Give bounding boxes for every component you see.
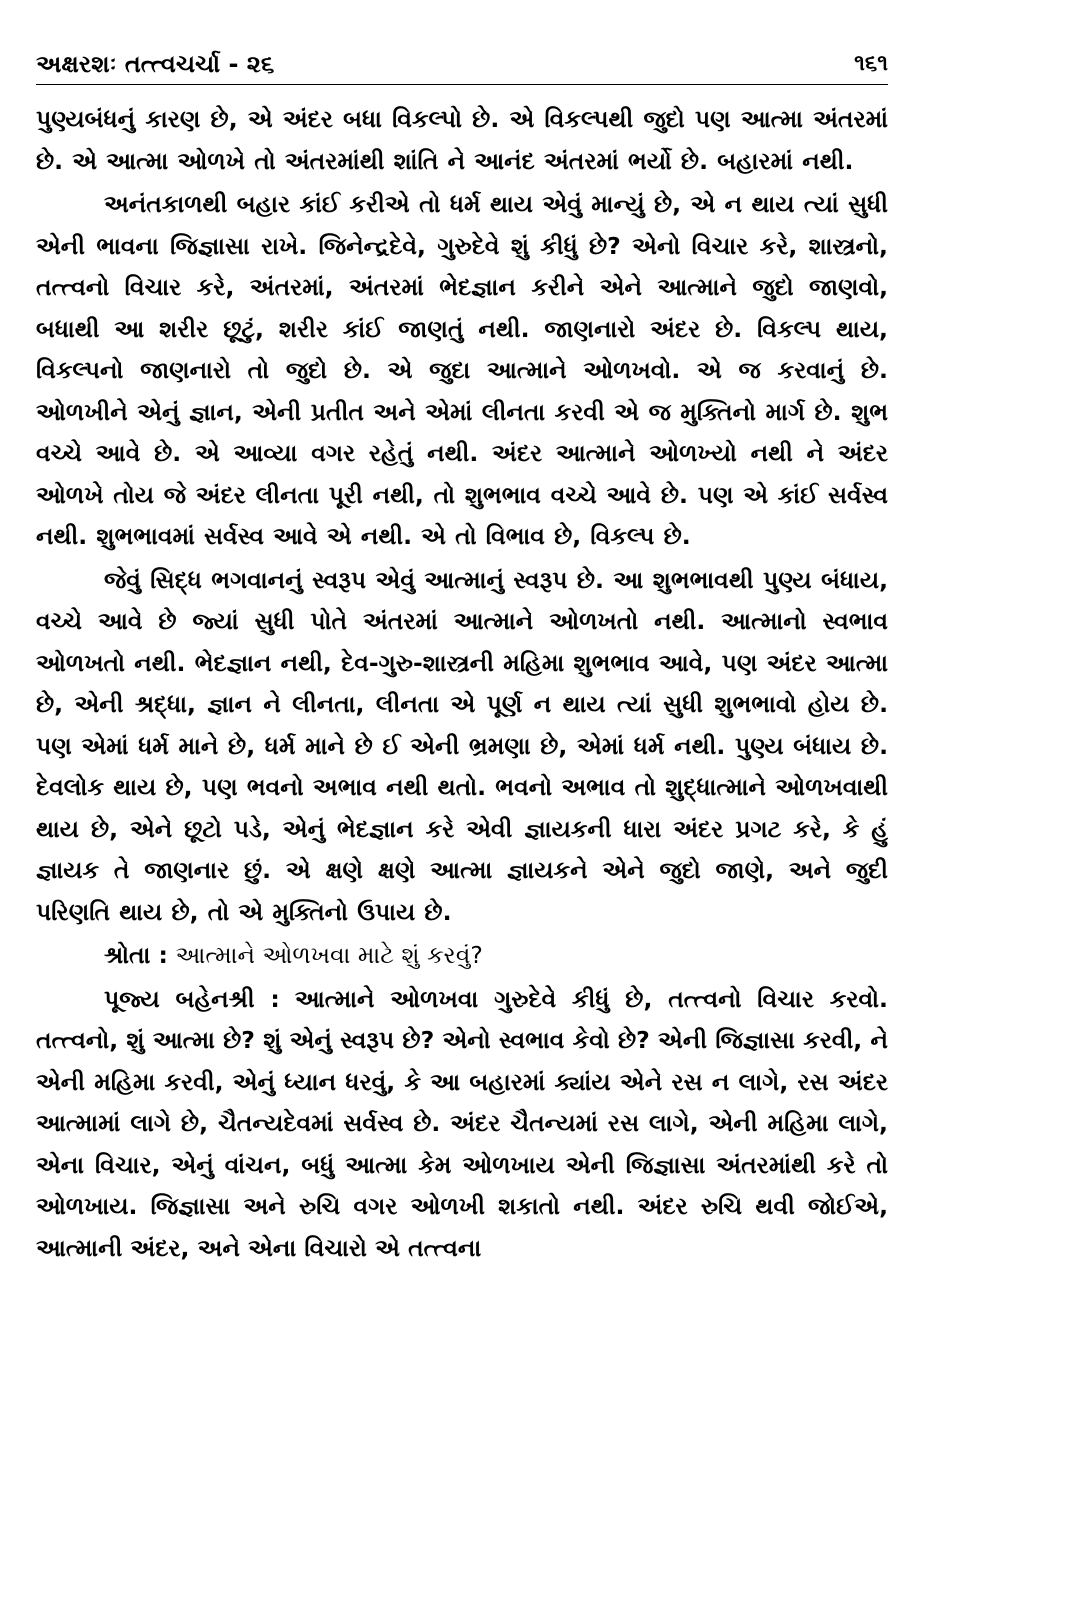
running-title: અક્ષરશઃ તત્ત્વચર્ચા - ૨૬ [36, 50, 275, 78]
paragraph-3: જેવું સિદ્ધ ભગવાનનું સ્વરૂપ એવું આત્માનું સ્વરૂપ છે. આ શુભભાવથી પુણ્ય બંધાય, વચ્ચે આવે છે જ્યાં સુધી પોતે અંતરમાં આત્માને ઓળખતો નથી. આત્માનો સ્વભાવ ઓળખતો નથી. ભેદજ્ઞાન નથી, દેવ-ગુરુ-શાસ્ત્રની મહિમા શુભભાવ આવે, પણ અંદર આત્મા છે, એની શ્રદ્ધા, જ્ઞાન ને લીનતા, લીનતા એ પૂર્ણ ન થાય ત્યાં સુધી શુભભાવો હોય છે. પણ એમાં ધર્મ માને છે, ધર્મ માને છે ઈ એની ભ્રમણા છે, એમાં ધર્મ નથી. પુણ્ય બંધાય છે. દેવલોક થાય છે, પણ ભવનો અભાવ નથી થતો. ભવનો અભાવ તો શુદ્ધાત્માને ઓળખવાથી થાય છે, એને છૂટો પડે, એનું ભેદજ્ઞાન કરે એવી જ્ઞાયકની ધારા અંદર પ્રગટ કરે, કે હું જ્ઞાયક તે જાણનાર છું. એ ક્ષણે ક્ષણે આત્મા જ્ઞાયકને એને જુદો જાણે, અને જુદી પરિણતિ થાય છે, તો એ મુક્તિનો ઉપાય છે. [36, 565, 888, 926]
question-paragraph [36, 935, 888, 977]
paragraph-2: અનંતકાળથી બહાર કાંઈ કરીએ તો ધર્મ થાય એવું માન્યું છે, એ ન થાય ત્યાં સુધી એની ભાવના જિજ્ઞાસા રાખે. જિનેન્દ્રદેવે, ગુરુદેવે શું કીધું છે? એનો વિચાર કરે, શાસ્ત્રનો, તત્ત્વનો વિચાર કરે, અંતરમાં, અંતરમાં ભેદજ્ઞાન કરીને એને આત્માને જુદો જાણવો, બધાથી આ શરીર છૂટું, શરીર કાંઈ જાણતું નથી. જાણનારો અંદર છે. વિકલ્પ થાય, વિકલ્પનો જાણનારો તો જુદો છે. એ જુદા આત્માને ઓળખવો. એ જ કરવાનું છે. ઓળખીને એનું જ્ઞાન, એની પ્રતીત અને એમાં લીનતા કરવી એ જ મુક્તિનો માર્ગ છે. શુભ વચ્ચે આવે છે. એ આવ્યા વગર રહેતું નથી. અંદર આત્માને ઓળખ્યો નથી ને અંદર ઓળખે તોય જે અંદર લીનતા પૂરી નથી, તો શુભભાવ વચ્ચે આવે છે. પણ એ કાંઈ સર્વસ્વ નથી. શુભભાવમાં સર્વસ્વ આવે એ નથી. એ તો વિભાવ છે, વિકલ્પ છે. [36, 190, 888, 550]
page-number: ૧૬૧ [854, 51, 888, 76]
page-header [36, 40, 888, 85]
answerer-label: પૂજ્ય બહેનશ્રી : [104, 984, 280, 1013]
answer-text: આત્માને ઓળખવા ગુરુદેવે કીધું છે, તત્ત્વનો વિચાર કરવો. તત્ત્વનો, શું આત્મા છે? શું એનું સ્વરૂપ છે? એનો સ્વભાવ કેવો છે? એની જિજ્ઞાસા કરવી, ને એની મહિમા કરવી, એનું ધ્યાન ધરવું, કે આ બહારમાં ક્યાંય એને રસ ન લાગે, રસ અંદર આત્મામાં લાગે છે, ચૈતન્યદેવમાં સર્વસ્વ છે. અંદર ચૈતન્યમાં રસ લાગે, એની મહિમા લાગે, એના વિચાર, એનું વાંચન, બધું આત્મા કેમ ઓળખાય એની જિજ્ઞાસા અંતરમાંથી કરે તો ઓળખાય. જિજ્ઞાસા અને રુચિ વગર ઓળખી શકાતો નથી. અંદર રુચિ થવી જોઈએ, આત્માની અંદર, અને એના વિચારો એ તત્ત્વના [36, 984, 888, 1262]
questioner-label: શ્રોતા : [104, 941, 168, 969]
answer-paragraph [36, 979, 888, 1270]
question-text: આત્માને ઓળખવા માટે શું કરવું? [175, 941, 483, 969]
paragraph-1: પુણ્યબંધનું કારણ છે, એ અંદર બધા વિકલ્પો છે. એ વિકલ્પથી જુદો પણ આત્મા અંતરમાં છે. એ આત્મા ઓળખે તો અંતરમાંથી શાંતિ ને આનંદ અંતરમાં ભર્યો છે. બહારમાં નથી. [36, 105, 888, 175]
document-page [36, 40, 888, 1271]
